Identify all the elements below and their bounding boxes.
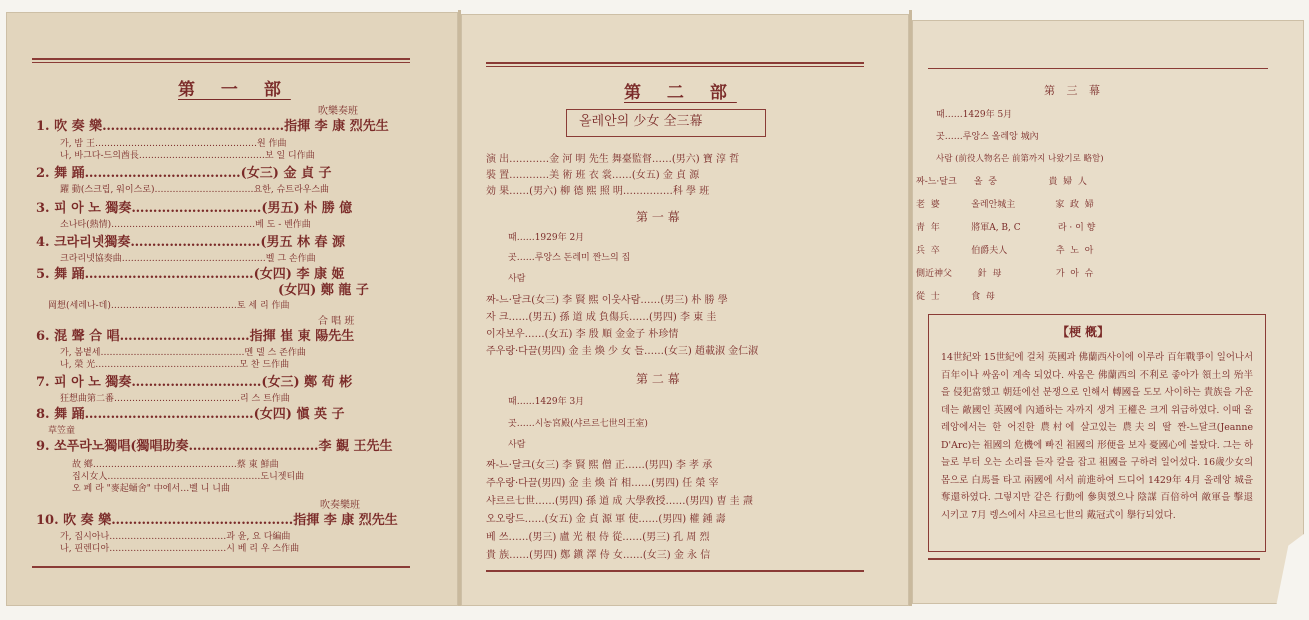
program-line: 岡想(세레나-데)……………………………………토 세 리 作曲 [48,301,290,311]
act-time: 때……1429年 3月 [508,397,585,407]
program-line: 狂想曲第二番……………………………………리 스 트作曲 [60,394,290,404]
program-line: 9. 쏘푸라노獨唱(獨唱助奏…………………………李 覲 王先生 [36,439,393,454]
group-label: 合 唱 班 [318,316,355,327]
program-line: 7. 피 아 노 獨奏…………………………(女三) 鄭 荀 彬 [36,375,353,390]
top-rule [486,62,864,64]
cast-line: 자 크……(男五) 孫 道 成 負傷兵……(男四) 李 東 圭 [486,312,717,323]
act-place: 곳……루앙스 돈레미 짠느의 집 [508,253,631,263]
act-people-label: 사람 [508,274,526,284]
synopsis-box [928,314,1266,552]
program-line: 4. 크라리넷獨奏…………………………(男五 林 春 源 [36,235,346,250]
program-line: 6. 混 聲 合 唱…………………………指揮 崔 東 陽先生 [36,329,355,344]
program-line: 가, 밤 王………………………………………………원 作曲 [60,139,287,149]
cast-line: 貴 族……(男四) 鄭 鎭 澤 侍 女……(女三) 金 永 信 [486,550,711,561]
part-one-title: 第 一 部 [178,80,291,100]
part-two-title: 第 二 部 [624,83,737,103]
synopsis-title: 【梗 槪】 [1057,325,1110,339]
program-line: 草笠童 [48,426,76,436]
program-line: 10. 吹 奏 樂……………………………………指揮 李 康 烈先生 [36,513,398,528]
program-line: 소나타(熱情)…………………………………………베 도 - 벤作曲 [60,220,311,230]
cast-line: 샤르르七世……(男四) 孫 道 成 大學敎授……(男四) 曺 圭 燾 [486,496,753,507]
group-label: 吹樂奏班 [318,106,358,117]
bottom-rule [486,570,864,572]
program-line: 나, 榮 光…………………………………………모 찬 드作曲 [60,360,290,370]
fold-crease [458,10,461,606]
top-rule-thin [486,66,864,67]
program-line: 집시女人……………………………………………도니젯티曲 [72,472,305,482]
program-line: 躍 動(스크립, 워이스로)……………………………요한, 슈트라우스曲 [60,185,330,195]
cast-line: 老 婆 올레안城主 家 政 婦 [916,200,1094,210]
program-line: 5. 舞 踊…………………………………(女四) 李 康 姬 [36,267,345,282]
cast-line: 이자보우……(女五) 李 殷 順 金金子 朴珍情 [486,329,679,340]
program-line: 나, 핀렌디아…………………………………시 베 리 우 스作曲 [60,544,300,554]
credit-line: 裝 置…………美 術 班 衣 裳……(女五) 金 貞 源 [486,170,700,181]
cast-line: 側近神父 針 母 가 아 슈 [916,269,1094,279]
act-two-title: 第 二 幕 [636,372,680,386]
cast-line: 從 士 食 母 [916,292,995,302]
cast-line: 짜-느·달크(女三) 李 賢 熙 이웃사람……(男三) 朴 勝 學 [486,295,728,306]
cast-line: 兵 卒 伯爵夫人 추 노 아 [916,246,1094,256]
program-line: (女四) 鄭 龍 子 [278,283,369,298]
top-rule [32,58,410,60]
act-one-title: 第 一 幕 [636,210,680,224]
top-rule [928,68,1268,69]
play-title-box [566,109,766,137]
play-title: 올레안의 少女 全三幕 [579,114,703,129]
cast-line: 주우랑·다끌(男四) 金 圭 煥 首 相……(男四) 任 榮 宰 [486,478,719,489]
program-line: 크라리넷協奏曲…………………………………………벨 그 손作曲 [60,254,316,264]
bottom-rule [928,558,1260,560]
synopsis-text: 14世紀와 15世紀에 걸처 英國과 佛蘭西사이에 이루라 百年戰爭이 일어나서 百年이나 싸움이 계속 되었다. 싸움은 佛蘭西의 不利로 좋아가 領土의 殆半을 侵犯當했고 朝廷에선 분쟁으로 인해서 轉國을 도모 사이하는 貴族을 가운데는 敵國인 英國에 內通하는 자까지 생겨 王權은 크게 위급하였다. 이때 올레앙에서는 한 어진한 農村에 살고있는 農夫의 딸 짠-느달크(Jeanne D'Arc)는 祖國의 危機에 빠진 祖國의 形便을 보자 憂國心에 불탔다. 그는 하늘로 부터 오는 소리를 듣자 칼을 잡고 祖國을 구하려 일어섰다. 16歲少女의 몸으로 白馬를 타고 兩國에 서서 前進하여 드디어 1429年 4月 올레앙 城을 奪還하였다. 그렇지만 같은 行動에 參與했으나 陰謀 百倍하여 敵軍을 擊退시키고 7月 렝스에서 샤르르七世의 戴冠式이 擧行되었다. [941,352,1253,521]
cast-line: 오오랑드……(女五) 金 貞 源 軍 使……(男四) 權 鍾 壽 [486,514,726,525]
program-line: 1. 吹 奏 樂……………………………………指揮 李 康 烈先生 [36,119,389,134]
top-rule-thin [32,62,410,63]
act-time: 때……1429年 5月 [936,110,1013,120]
program-line: 오 페 라 "麥起蛹舍" 中에서…벨 니 니曲 [72,484,230,494]
act-people-label: 사람 (前役人物名은 前第까지 나왔기로 略함) [936,154,1104,164]
act-place: 곳……시농宮殿(샤르르七世의王室) [508,419,648,429]
program-line: 8. 舞 踊…………………………………(女四) 愼 英 子 [36,407,345,422]
act-three-title: 第 三 幕 [1044,84,1104,97]
bottom-rule [32,566,410,568]
group-label: 吹奏樂班 [320,500,360,511]
cast-line: 베 쓰……(男三) 盧 光 根 侍 從……(男三) 孔 周 烈 [486,532,710,543]
fold-crease [909,10,912,606]
cast-line: 짜-느·달크 올 중 貴 婦 人 [916,177,1087,187]
program-line: 나, 바그다-드의酋長……………………………………보 일 디作曲 [60,151,315,161]
credit-line: 演 出…………金 河 明 先生 舞臺監督……(男六) 寶 淳 哲 [486,154,740,165]
program-line: 가, 집시아나…………………………………과 윤, 요 다編曲 [60,532,291,542]
program-line: 2. 舞 踊………………………………(女三) 金 貞 子 [36,166,332,181]
program-line: 3. 피 아 노 獨奏…………………………(男五) 朴 勝 億 [36,201,353,216]
act-time: 때……1929年 2月 [508,233,585,243]
program-line: 가, 봄볕세…………………………………………멘 델 스 존作曲 [60,348,306,358]
act-place: 곳……루앙스 올레앙 城內 [936,132,1039,142]
credit-line: 効 果……(男六) 柳 德 熙 照 明……………科 學 班 [486,186,710,197]
cast-line: 靑 年 將軍A, B, C 라 · 이 향 [916,223,1096,233]
program-line: 故 鄕…………………………………………蔡 東 鮮曲 [72,460,279,470]
cast-line: 주우랑·다끌(男四) 金 圭 煥 少 女 들……(女三) 趙載淑 金仁淑 [486,346,759,357]
cast-line: 짜-느·달크(女三) 李 賢 熙 僧 正……(男四) 李 孝 承 [486,460,713,471]
act-people-label: 사람 [508,440,526,450]
